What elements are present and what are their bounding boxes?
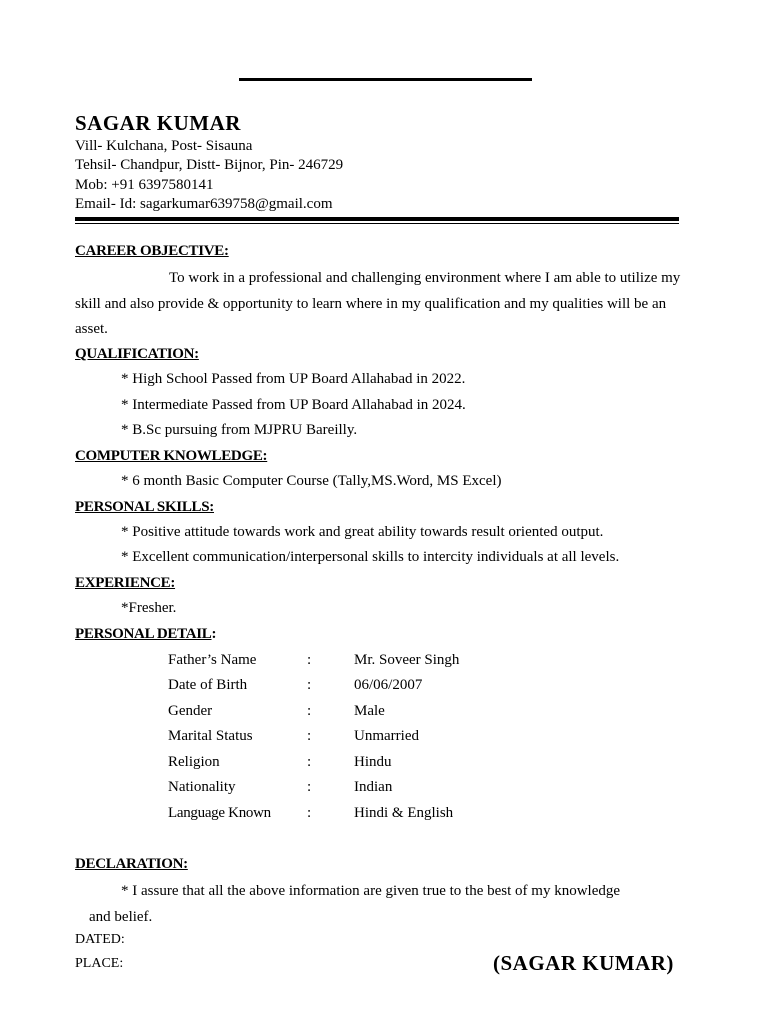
declaration-text <box>89 878 689 930</box>
signature-name: (SAGAR KUMAR) <box>493 951 674 975</box>
personal-skills-heading: PERSONAL SKILLS: <box>75 499 214 515</box>
qualification-heading: QUALIFICATION: <box>75 346 199 362</box>
header-divider-thin <box>75 223 679 224</box>
detail-label-nationality: Nationality <box>168 779 236 795</box>
candidate-name: SAGAR KUMAR <box>75 111 241 135</box>
dated-label: DATED: <box>75 932 125 947</box>
address-line-1: Vill- Kulchana, Post- Sisauna <box>75 138 253 154</box>
personal-skill-item: * Positive attitude towards work and great ability towards result oriented output. <box>121 524 604 540</box>
detail-label-dob: Date of Birth <box>168 677 248 693</box>
detail-separator: : <box>307 652 312 668</box>
detail-value-language: Hindi & English <box>354 805 454 821</box>
personal-detail-heading: PERSONAL DETAIL <box>75 626 212 642</box>
experience-heading: EXPERIENCE: <box>75 575 176 591</box>
declaration-line-2: and belief. <box>89 909 153 925</box>
personal-detail-heading-wrap <box>75 626 217 643</box>
detail-separator: : <box>307 677 312 693</box>
computer-knowledge-item: * 6 month Basic Computer Course (Tally,MS.Word, MS Excel) <box>121 473 502 489</box>
email-address: Email- Id: sagarkumar639758@gmail.com <box>75 196 333 212</box>
experience-item: *Fresher. <box>121 600 177 616</box>
qualification-item: * Intermediate Passed from UP Board Allahabad in 2024. <box>121 397 466 413</box>
detail-label-gender: Gender <box>168 703 213 719</box>
detail-separator: : <box>307 805 312 821</box>
career-objective-text: To work in a professional and challenging environment where I am able to utilize my skill and also provide & opportunity to learn where in my qualification and my qualities will be an asset. <box>75 270 681 337</box>
detail-value-dob: 06/06/2007 <box>354 677 423 693</box>
detail-separator: : <box>307 779 312 795</box>
declaration-line-1: * I assure that all the above information are given true to the best of my knowledge <box>121 883 621 899</box>
detail-separator: : <box>307 728 312 744</box>
personal-skill-item: * Excellent communication/interpersonal skills to intercity individuals at all levels. <box>121 549 620 565</box>
detail-value-nationality: Indian <box>354 779 393 795</box>
qualification-item: * B.Sc pursuing from MJPRU Bareilly. <box>121 422 358 438</box>
detail-value-fathers-name: Mr. Soveer Singh <box>354 652 460 668</box>
detail-label-fathers-name: Father’s Name <box>168 652 257 668</box>
declaration-heading: DECLARATION: <box>75 856 188 872</box>
detail-label-religion: Religion <box>168 754 220 770</box>
detail-value-religion: Hindu <box>354 754 392 770</box>
place-label: PLACE: <box>75 956 124 971</box>
detail-separator: : <box>307 754 312 770</box>
detail-label-marital-status: Marital Status <box>168 728 253 744</box>
address-line-2: Tehsil- Chandpur, Distt- Bijnor, Pin- 246729 <box>75 157 344 173</box>
career-objective-heading: CAREER OBJECTIVE: <box>75 243 229 259</box>
detail-value-gender: Male <box>354 703 385 719</box>
personal-detail-heading-colon: : <box>211 626 217 642</box>
detail-label-language: Language Known <box>168 805 271 821</box>
top-rule <box>239 78 532 81</box>
detail-value-marital-status: Unmarried <box>354 728 419 744</box>
detail-separator: : <box>307 703 312 719</box>
header-divider-thick <box>75 217 679 221</box>
mobile-number: Mob: +91 6397580141 <box>75 177 214 193</box>
qualification-item: * High School Passed from UP Board Allahabad in 2022. <box>121 371 466 387</box>
computer-knowledge-heading: COMPUTER KNOWLEDGE: <box>75 448 268 464</box>
